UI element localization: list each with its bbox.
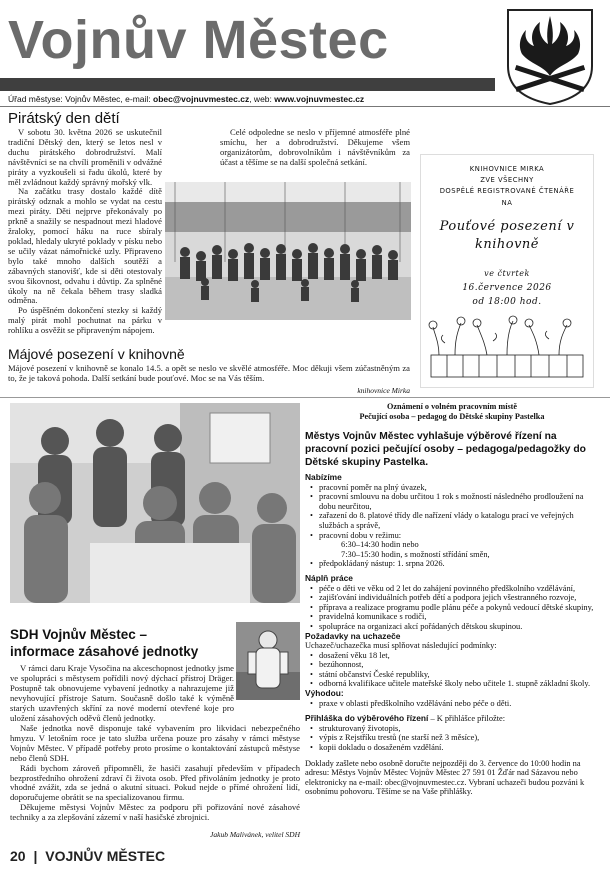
library-poster	[420, 154, 594, 388]
sdh-heading-line2: informace zásahové jednotky	[10, 644, 199, 659]
list-item: • spolupráce na organizaci akcí pořádaných dětskou skupinou.	[319, 622, 599, 632]
list-item: • pracovní smlouvu na dobu určitou 1 rok s možností následného prodloužení na dobu neurčitou,	[319, 492, 599, 511]
library-group-photo	[10, 403, 300, 603]
job-adv-title: Výhodou:	[305, 688, 344, 699]
list-item: • státní občanství České republiky,	[319, 670, 599, 680]
library-heading: Májové posezení v knihovně	[8, 346, 185, 362]
job-requirements	[305, 632, 599, 709]
office-web[interactable]: www.vojnuvmestec.cz	[274, 94, 365, 104]
divider	[0, 106, 610, 107]
masthead-infoline	[8, 94, 364, 104]
library-text: Májové posezení v knihovně se konalo 14.5. a opět se neslo ve skvělé atmosféře. Moc děkuji všem zúčastněným za to, že je taková pohoda. Další setkání bude pouťové. Moc se na Vás těším.	[8, 363, 410, 383]
pirate-para-2: Na začátku trasy dostalo každé dítě pirátský odznak a mohlo se vydat na cestu mezi piráty. Děti nejprve překonávaly po prkně a snažily se nespadnout mezi hladové žraloky, pomocí háku na ruce sbíraly poklad, hledaly ukryté poklady v písku nebo se učily vázat námořnické uzly. Připraveno bylo také mnoho dalších soutěží a zábavných stanovišť, kde si děti otestovaly svou šikovnost, odvahu i důvtip. Za splněné úkoly na ně čekala během trasy sladká odměna.	[8, 186, 162, 306]
pirate-col2	[220, 128, 410, 168]
list-item: • kopii dokladu o dosaženém vzdělání.	[319, 743, 599, 753]
sdh-heading-line1: SDH Vojnův Městec –	[10, 627, 148, 642]
job-headline: Městys Vojnův Městec vyhlašuje výběrové řízení na pracovní pozici pečující osoby – pedagoga/pedagožky do Dětské skupiny Pastelka.	[305, 431, 586, 468]
poster-line-1: KNIHOVNICE MIRKA	[469, 165, 545, 173]
office-email[interactable]: obec@vojnuvmestec.cz	[153, 94, 250, 104]
list-item: • výpis z Rejstříku trestů (ne starší než 3 měsíce),	[319, 733, 599, 743]
firefighter-beekeeper-photo	[236, 622, 300, 700]
sdh-para-3: Rádi bychom zároveň připomněli, že hasiči zasahují především v případech bezprostředního ohrožení zdraví či života osob. Před přivoláním jednotky je proto vhodné zvážit, zda se jedná o akutní situaci. Pokud nejde o přímé ohrožení lidí, doporučujeme obrátit se na specializovanou firmu.	[10, 762, 300, 803]
poster-title-1: Pouťové posezení v	[439, 219, 575, 234]
books-flowers-icon	[427, 315, 587, 381]
divider	[0, 397, 610, 398]
poster-line-2: ZVE VŠECHNY	[480, 176, 534, 184]
footer-title: VOJNŮV MĚSTEC	[45, 848, 166, 864]
library-signature: knihovnice Mirka	[357, 386, 410, 395]
job-duties-title: Náplň práce	[305, 572, 353, 583]
list-item: • strukturovaný životopis,	[319, 724, 599, 734]
list-item	[319, 531, 599, 560]
pirate-para-1: V sobotu 30. května 2026 se uskutečnil tradiční Dětský den, který se letos nesl v duchu pirátského dobrodružství. Malí návštěvníci se na chvíli proměnili v odvážné piráty a vyzkoušeli si řadu úkolů, které by měl zvládnout každý správný mořský vlk.	[8, 127, 162, 187]
job-closing: Doklady zašlete nebo osobně doručte nejpozději do 3. července do 10:00 hodin na adresu: Městys Vojnův Městec Vojnův Městec 27 591 01 Žďár nad Sázavou nebo elektronicky na e-mail: obec@vojnuvmestec.cz. Vybraní uchazeči budou pozváni k osobnímu pohovoru. Těšíme se na Vaše přihlášky.	[305, 758, 585, 797]
sdh-text-top	[10, 664, 234, 723]
job-notice-title	[305, 402, 599, 422]
job-att-intro: – K přihlášce přiložte:	[428, 714, 506, 724]
poster-date: 16.července 2026	[462, 283, 552, 293]
job-offer	[305, 473, 599, 569]
poster-day: ve čtvrtek	[484, 269, 530, 278]
list-item: • zajišťování individuálních potřeb dětí a podpora jejich všestranného rozvoje,	[319, 593, 599, 603]
poster-title-2: knihovně	[474, 237, 540, 252]
list-item: • pravidelná komunikace s rodiči,	[319, 612, 599, 622]
list-item: • předpokládaný nástup: 1. srpna 2026.	[319, 559, 599, 569]
job-attachments	[305, 714, 599, 752]
masthead-title: Vojnův Městec	[8, 10, 389, 70]
page-footer	[10, 848, 165, 864]
job-req-intro: Uchazeč/uchazečka musí splňovat následující podmínky:	[305, 641, 497, 651]
sdh-para-4: Děkujeme městysi Vojnův Městec za podporu při pořizování nové zásahové techniky a za zlepšování zázemí v naší hasičské zbrojnici.	[10, 802, 300, 823]
list-item: • zařazení do 8. platové třídy dle nařízení vlády o katalogu prací ve veřejných službách a správě,	[319, 511, 599, 530]
sdh-text-bottom	[10, 724, 300, 823]
job-att-title: Přihláška do výběrového řízení	[305, 713, 429, 724]
pirate-para-4: Celé odpoledne se neslo v příjemné atmosféře plné smíchu, her a dobrodružství. Děkujeme všem organizátorům, dobrovolníkům i návštěvníkům za účast a těšíme se na další společná setkání.	[220, 127, 410, 167]
sdh-signature: Jakub Malivánek, velitel SDH	[210, 830, 300, 839]
poster-line-4: NA	[501, 199, 513, 207]
list-item-text: pracovní dobu v režimu:	[319, 530, 402, 540]
sdh-para-2: Naše jednotka nově disponuje také vybavením pro likvidaci nebezpečného hmyzu. V letošním roce je tato služba určena pouze pro zásahy v rámci městyse Vojnův Městec. V případě potřeby proto prosíme o kontaktování zástupců městyse nebo členů SDH.	[10, 723, 300, 763]
job-notice	[305, 402, 599, 797]
sdh-para-1: V rámci daru Kraje Vysočina na akceschopnost jednotky jsme ve spolupráci s městysem pořídili nový dýchací přístroj Dräger. Postupně tak obnovujeme vybavení jednotky a nahrazujeme již nevyhovující přístroje Saturn. Současně došlo také k výměně starých uzavřených skříní za nové moderní otevřené koje pro uložení zásahových oděvů členů jednotky.	[10, 663, 234, 723]
poster-line-3: DOSPĚLÉ REGISTROVANÉ ČTENÁŘE	[439, 187, 575, 195]
list-item: • odborná kvalifikace učitele mateřské školy nebo učitele 1. stupně základní školy.	[319, 679, 599, 689]
job-req-title: Požadavky na uchazeče	[305, 630, 401, 641]
sdh-heading	[10, 626, 198, 660]
pirate-heading: Pirátský den dětí	[8, 110, 120, 127]
pirate-col1	[8, 128, 162, 336]
job-notice-line1: Oznámení o volném pracovním místě	[386, 402, 518, 411]
page-number: 20	[10, 848, 26, 864]
pirate-para-3: Po úspěšném dokončení stezky si každý malý pirát mohl pochutnat na párku v rohlíku a osvěžit se připraveným nápojem.	[8, 305, 162, 336]
pirate-group-photo	[165, 182, 411, 320]
list-item: • bezúhonnost,	[319, 660, 599, 670]
office-label: Úřad městyse: Vojnův Městec, e-mail:	[8, 94, 151, 104]
list-item: • praxe v oblasti předškolního vzdělávání nebo péče o děti.	[319, 699, 599, 709]
job-duties	[305, 574, 599, 632]
job-notice-line2: Pečující osoba – pedagog do Dětské skupiny Pastelka	[359, 412, 545, 421]
job-offer-title: Nabízíme	[305, 472, 342, 482]
list-item: • péče o děti ve věku od 2 let do zahájení povinného předškolního vzdělávání,	[319, 584, 599, 594]
web-label: , web:	[249, 94, 272, 104]
shift-1: 6:30–14:30 hodin nebo	[341, 540, 419, 550]
list-item: • příprava a realizace programu podle plánu péče a pokynů vedoucí dětské skupiny,	[319, 603, 599, 613]
shift-2: 7:30–15:30 hodin, s možností střídání směn,	[341, 549, 490, 559]
poster-time: od 18:00 hod.	[472, 297, 542, 307]
footer-separator: |	[33, 848, 38, 864]
municipal-crest-icon	[500, 6, 600, 106]
masthead-bar	[0, 78, 495, 91]
list-item: • dosažení věku 18 let,	[319, 651, 599, 661]
list-item: • pracovní poměr na plný úvazek,	[319, 483, 599, 493]
